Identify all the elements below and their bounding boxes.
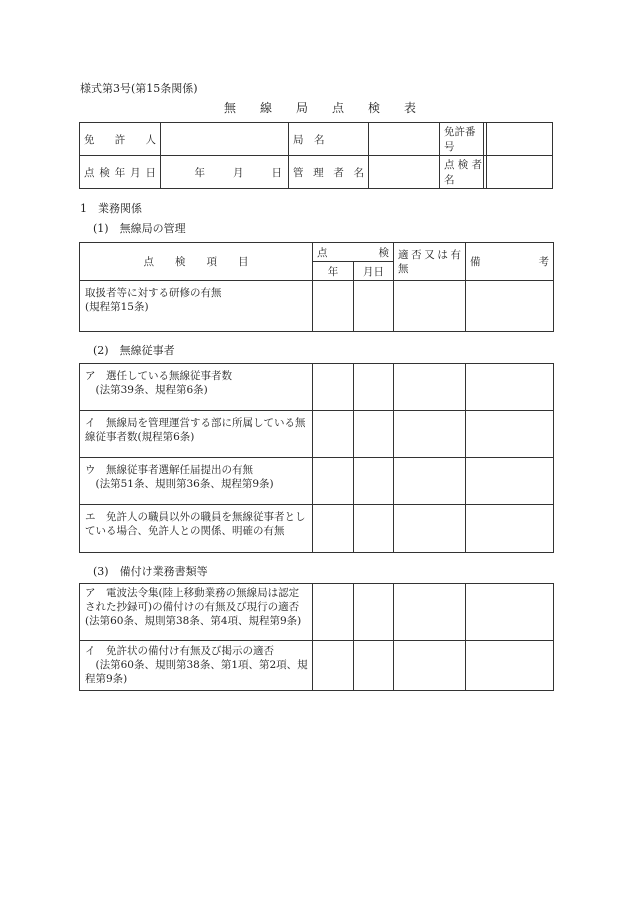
- col-header-compliance: 適否又は有 無: [394, 243, 466, 281]
- form-number: 様式第3号(第15条関係): [80, 82, 198, 95]
- cell-month-day[interactable]: [354, 458, 394, 505]
- cell-year[interactable]: [313, 458, 354, 505]
- date-month-label: 月: [233, 166, 244, 179]
- station-name-label: 局 名: [289, 123, 369, 156]
- cell-compliance[interactable]: [394, 584, 466, 641]
- cell-compliance[interactable]: [394, 364, 466, 411]
- check-item-department-operators: イ 無線局を管理運営する部に所属している無線従事者数(規程第6条): [80, 411, 313, 458]
- cell-year[interactable]: [313, 641, 354, 691]
- date-day-label: 日: [271, 166, 282, 179]
- subsection-station-management: (1) 無線局の管理: [93, 222, 186, 235]
- col-header-inspection: 点 検: [313, 243, 394, 262]
- section1-heading: 1 業務関係: [80, 202, 142, 215]
- cell-year[interactable]: [313, 584, 354, 641]
- cell-remarks[interactable]: [466, 505, 554, 553]
- cell-month-day[interactable]: [354, 411, 394, 458]
- cell-remarks[interactable]: [466, 411, 554, 458]
- cell-month-day[interactable]: [354, 505, 394, 553]
- cell-year[interactable]: [313, 505, 354, 553]
- cell-compliance[interactable]: [394, 505, 466, 553]
- manager-name-label: 管理者名: [289, 156, 369, 189]
- license-number-field[interactable]: [483, 122, 553, 156]
- cell-year[interactable]: [313, 411, 354, 458]
- col-header-remarks: 備 考: [466, 243, 554, 281]
- col-header-month-day: 月日: [354, 262, 394, 281]
- cell-month-day[interactable]: [354, 641, 394, 691]
- cell-compliance[interactable]: [394, 458, 466, 505]
- subsection-documents: (3) 備付け業務書類等: [93, 565, 208, 578]
- cell-month-day[interactable]: [354, 584, 394, 641]
- cell-year[interactable]: [313, 281, 354, 332]
- col-header-year: 年: [313, 262, 354, 281]
- documents-table: [79, 583, 554, 691]
- licensee-label: 免 許 人: [80, 123, 161, 156]
- manager-name-field[interactable]: [369, 156, 440, 189]
- date-year-label: 年: [194, 166, 205, 179]
- cell-remarks[interactable]: [466, 458, 554, 505]
- inspector-name-field[interactable]: [483, 155, 553, 189]
- radio-operators-table: [79, 363, 554, 553]
- cell-compliance[interactable]: [394, 411, 466, 458]
- cell-remarks[interactable]: [466, 364, 554, 411]
- cell-year[interactable]: [313, 364, 354, 411]
- cell-month-day[interactable]: [354, 364, 394, 411]
- cell-month-day[interactable]: [354, 281, 394, 332]
- inspector-name-label: 点検者名: [440, 156, 487, 189]
- check-item-license-display: イ 免許状の備付け有無及び掲示の適否 (法第60条、規則第38条、第1項、第2項、規程第9条): [80, 641, 313, 691]
- inspection-date-field[interactable]: [161, 156, 289, 189]
- col-header-item: 点 検 項 目: [80, 243, 313, 281]
- check-item-non-staff-operators: エ 免許人の職員以外の職員を無線従事者としている場合、免許人との関係、明確の有無: [80, 505, 313, 553]
- license-number-label: 免許番号: [440, 123, 487, 156]
- cell-remarks[interactable]: [466, 641, 554, 691]
- station-name-field[interactable]: [369, 123, 440, 156]
- check-item-radio-law-books: ア 電波法令集(陸上移動業務の無線局は認定された抄録可)の備付けの有無及び現行の適否(法第60条、規則第38条、第4項、規程第9条): [80, 584, 313, 641]
- subsection-radio-operators: (2) 無線従事者: [93, 344, 175, 357]
- document-title: 無 線 局 点 検 表: [223, 101, 416, 115]
- cell-remarks[interactable]: [466, 584, 554, 641]
- licensee-field[interactable]: [161, 123, 289, 156]
- cell-compliance[interactable]: [394, 281, 466, 332]
- check-item-appointment-notice: ウ 無線従事者選解任届提出の有無 (法第51条、規則第36条、規程第9条): [80, 458, 313, 505]
- check-item-training: 取扱者等に対する研修の有無 (規程第15条): [80, 281, 313, 332]
- station-management-table: [79, 242, 554, 332]
- inspection-date-label: 点検年月日: [80, 156, 161, 189]
- cell-remarks[interactable]: [466, 281, 554, 332]
- cell-compliance[interactable]: [394, 641, 466, 691]
- check-item-operators-count: ア 選任している無線従事者数 (法第39条、規程第6条): [80, 364, 313, 411]
